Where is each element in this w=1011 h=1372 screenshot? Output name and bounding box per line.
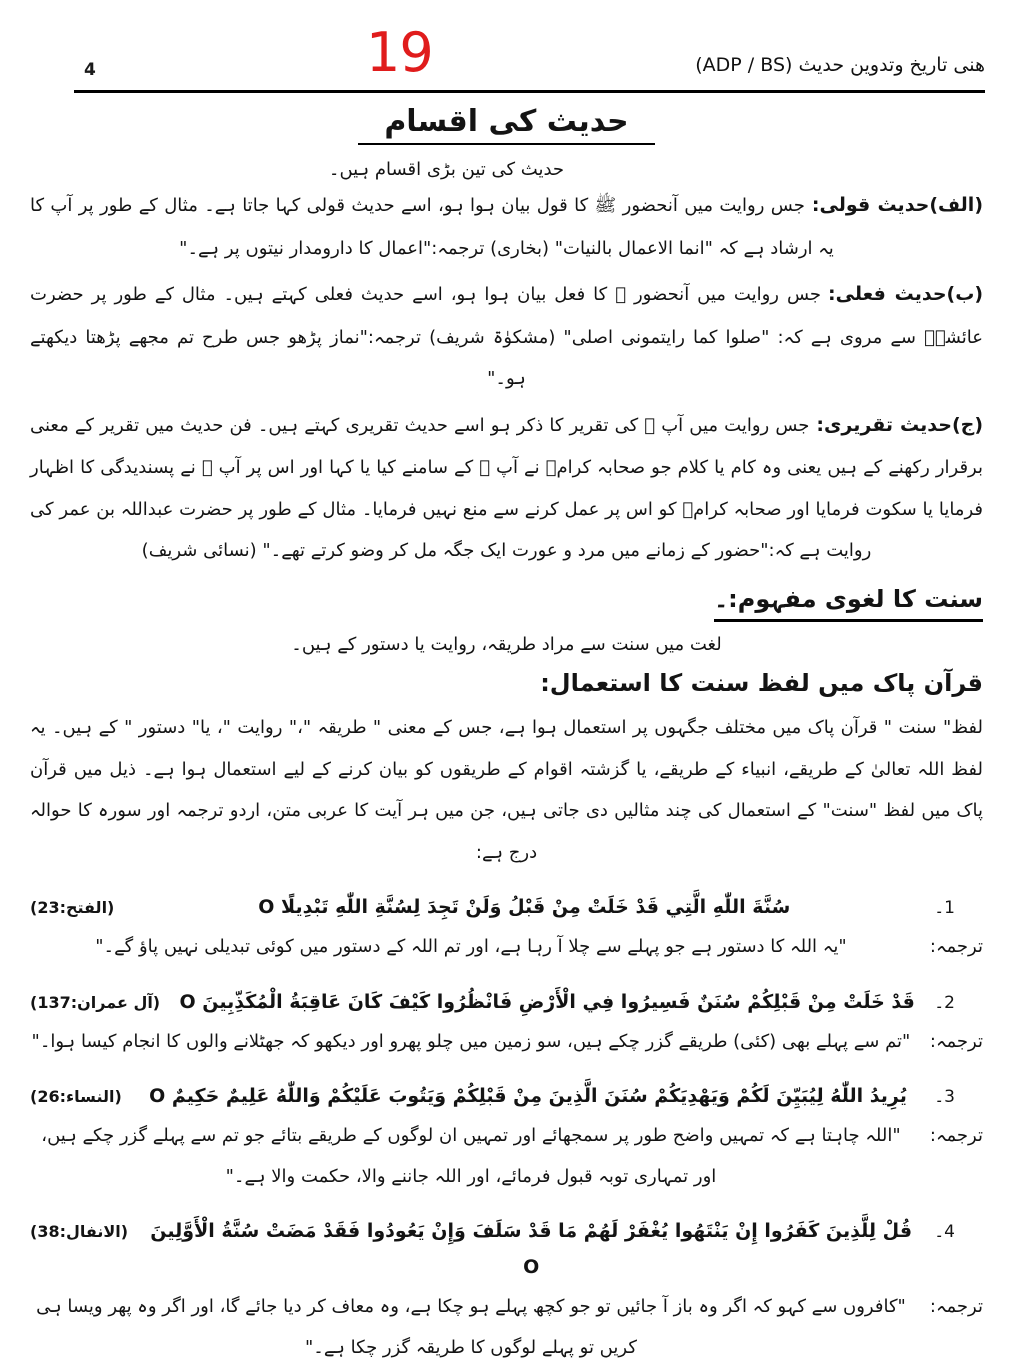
page-number: 4 xyxy=(84,60,96,80)
verse-2-number: 2۔ xyxy=(934,992,955,1013)
section-hadith-taqriri xyxy=(30,404,983,572)
verse-2-reference: (آل عمران:137) xyxy=(30,992,161,1012)
verse-1-number: 1۔ xyxy=(934,897,955,918)
section-hadith-faili-label: (ب)حدیث فعلی: xyxy=(828,283,984,306)
verse-1-translation: "یہ اللہ کا دستور ہے جو پہلے سے چلا آ رہا ہے، اور تم اللہ کے دستور میں کوئی تبدیلی نہیں پاؤ گے۔" xyxy=(95,936,847,958)
quran-usage-heading: قرآن پاک میں لفظ سنت کا استعمال: xyxy=(540,669,983,698)
verse-4-arabic: قُلْ لِلَّذِينَ كَفَرُوا إِنْ يَنْتَهُوا يُغْفَرْ لَهُمْ مَا قَدْ سَلَفَ وَإِنْ يَعُودُوا فَقَدْ مَضَتْ سُنَّةُ الْأَوَّلِينَ O xyxy=(150,1220,913,1279)
quran-usage-intro: لفظ" سنت " قرآن پاک میں مختلف جگہوں پر استعمال ہوا ہے، جس کے معنی " طریقہ "،" روایت "، یا" دستور " کے ہیں۔ یہ لفظ اللہ تعالیٰ کے طریقے، انبیاء کے طریقے، یا گزشتہ اقوام کے طریقوں کو بیان کرنے کے لیے استعمال ہوا ہے۔ ذیل میں قرآن پاک میں لفظ "سنت" کے استعمال کی چند مثالیں دی جاتی ہیں، جن میں ہر آیت کا عربی متن، اردو ترجمہ اور سورہ کا حوالہ درج ہے: xyxy=(30,717,983,863)
verse-4-number: 4۔ xyxy=(934,1222,955,1243)
verse-4-translation: "کافروں سے کہو کہ اگر وہ باز آ جائیں تو جو کچھ پہلے ہو چکا ہے، وہ معاف کر دیا جائے گا، اور اگر وہ پھر ویسا ہی کریں تو پہلے لوگوں کا طریقہ گزر چکا ہے۔" xyxy=(36,1296,906,1358)
course-title: ھنی تاریخ وتدوین حدیث (ADP / BS) xyxy=(695,54,985,76)
verse-row-1 xyxy=(30,889,983,925)
section-hadith-qauli-text: جس روایت میں آنحضور ﷺ کا قول بیان ہوا ہو، اسے حدیث قولی کہا جاتا ہے۔ مثال کے طور پر آپ کا یہ ارشاد ہے کہ "انما الاعمال بالنیات" (بخاری) ترجمہ:"اعمال کا دارومدار نیتوں پر ہے۔" xyxy=(30,195,834,259)
quran-usage-heading-wrap xyxy=(30,669,983,697)
page-title: حدیث کی اقسام xyxy=(358,104,654,145)
verse-3-arabic: يُرِيدُ اللّٰهُ لِيُبَيِّنَ لَكُمْ وَيَهْدِيَكُمْ سُنَنَ الَّذِينَ مِنْ قَبْلِكُمْ وَيَتُوبَ عَلَيْكُمْ وَاللّٰهُ عَلِيمٌ حَكِيمٌ O xyxy=(149,1085,907,1108)
verse-row-4 xyxy=(30,1213,983,1285)
verse-row-3 xyxy=(30,1078,983,1114)
verse-1-arabic: سُنَّةَ اللّٰهِ الَّتِي قَدْ خَلَتْ مِنْ قَبْلُ وَلَنْ تَجِدَ لِسُنَّةِ اللّٰهِ تَبْدِيلًا O xyxy=(258,895,791,918)
verse-4-translation-row xyxy=(30,1287,983,1368)
verse-3-reference: (النساء:26) xyxy=(30,1087,122,1107)
sunnat-definition: لغت میں سنت سے مراد طریقہ، روایت یا دستور کے ہیں۔ xyxy=(291,634,722,656)
verse-2-arabic: قَدْ خَلَتْ مِنْ قَبْلِكُمْ سُنَنٌ فَسِيرُوا فِي الْأَرْضِ فَانْظُرُوا كَيْفَ كَانَ عَاقِبَةُ الْمُكَذِّبِينَ O xyxy=(179,990,915,1013)
page-content xyxy=(30,98,983,1368)
lesson-number: 19 xyxy=(366,21,433,84)
verse-4-reference: (الانفال:38) xyxy=(30,1222,129,1242)
sunnat-heading: سنت کا لغوی مفہوم:۔ xyxy=(714,585,983,622)
verse-3-translation: "اللہ چاہتا ہے کہ تمہیں واضح طور پر سمجھائے اور تمہیں ان لوگوں کے طریقے بتائے جو تم سے پہلے گزر چکے ہیں، اور تمہاری توبہ قبول فرمائے، اور اللہ جاننے والا، حکمت والا ہے۔" xyxy=(41,1125,901,1187)
header-rule xyxy=(74,90,985,93)
section-hadith-faili-text: جس روایت میں آنحضور ﷺ کا فعل بیان ہوا ہو، اسے حدیث فعلی کہتے ہیں۔ مثال کے طور پر حضرت عائشہؓ سے مروی ہے کہ: "صلوا کما رایتمونی اصلی" (مشکوٰۃ شریف) ترجمہ:"نماز پڑھو جس طرح تم مجھے پڑھتا دیکھتے ہو۔" xyxy=(30,284,983,390)
verse-1-translation-row xyxy=(30,927,983,968)
verse-row-2 xyxy=(30,984,983,1020)
verse-3-translation-row xyxy=(30,1116,983,1197)
section-hadith-taqriri-label: (ج)حدیث تقریری: xyxy=(816,413,983,436)
verse-2-translation: "تم سے پہلے بھی (کئی) طریقے گزر چکے ہیں، سو زمین میں چلو پھرو اور دیکھو کہ جھٹلانے والوں کا انجام کیسا ہوا۔" xyxy=(31,1030,911,1052)
verse-3-translation-label: ترجمہ: xyxy=(929,1125,983,1147)
verse-2-translation-label: ترجمہ: xyxy=(929,1030,983,1052)
verse-4-translation-label: ترجمہ: xyxy=(929,1296,983,1318)
section-hadith-qauli xyxy=(30,184,983,269)
verse-1-translation-label: ترجمہ: xyxy=(929,936,983,958)
title-wrap xyxy=(30,104,983,145)
verse-2-translation-row xyxy=(30,1022,983,1063)
section-hadith-faili xyxy=(30,273,983,399)
section-hadith-taqriri-text: جس روایت میں آپ ﷺ کی تقریر کا ذکر ہو اسے حدیث تقریری کہتے ہیں۔ فن حدیث میں تقریر کے معنی برقرار رکھنے کے ہیں یعنی وہ کام یا کلام جو صحابہ کرامؓ نے آپ ﷺ کے سامنے کیا یا کہا اور اس پر آپ ﷺ نے پسندیدگی کا اظہار فرمایا یا سکوت فرمایا اور صحابہ کرامؓ کو اس پر عمل کرنے سے منع نہیں فرمایا۔ مثال کے طور پر حضرت عبداللہ بن عمر کی روایت ہے کہ:"حضور کے زمانے میں مرد و عورت ایک جگہ مل کر وضو کرتے تھے۔" (نسائی شریف) xyxy=(30,414,983,562)
section-hadith-qauli-label: (الف)حدیث قولی: xyxy=(811,194,983,216)
verse-1-reference: (الفتح:23) xyxy=(30,897,115,917)
verse-3-number: 3۔ xyxy=(934,1087,955,1108)
sunnat-heading-wrap xyxy=(30,585,983,622)
intro-text: حدیث کی تین بڑی اقسام ہیں۔ xyxy=(328,159,565,180)
